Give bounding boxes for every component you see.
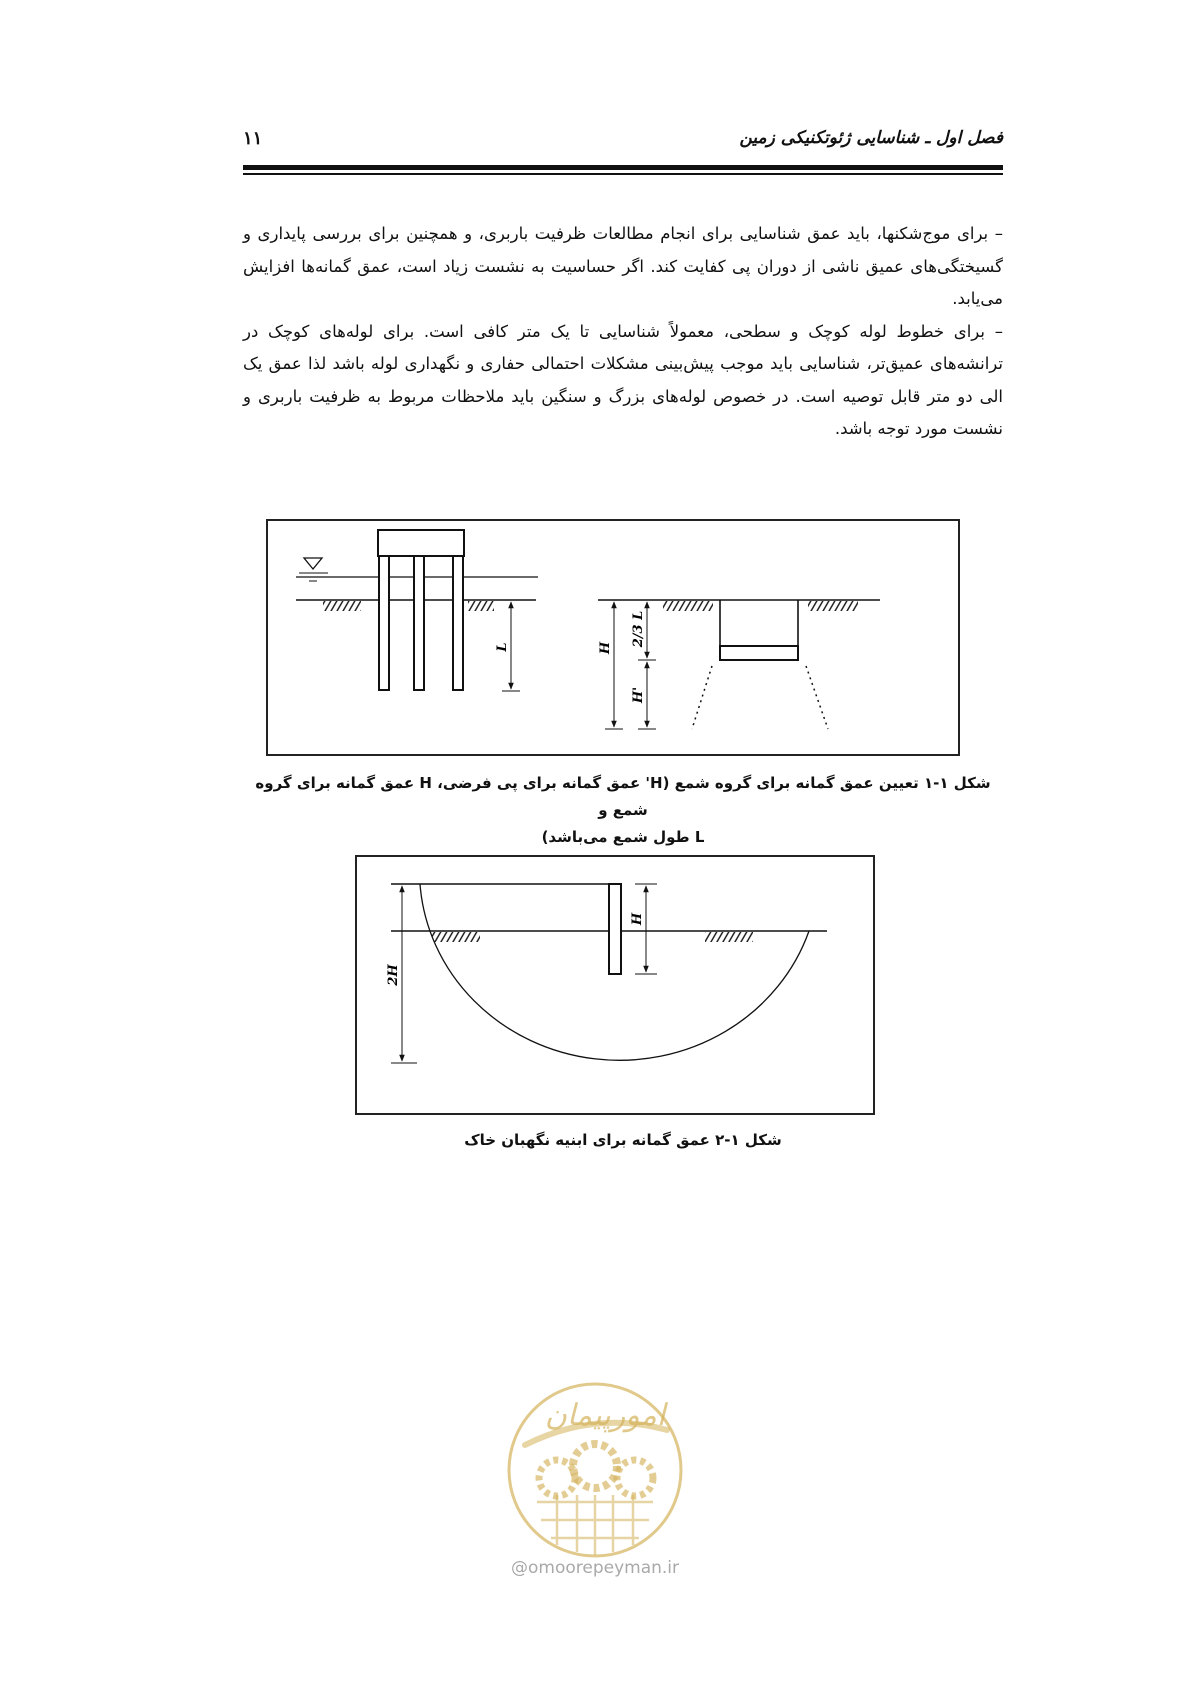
soil-hatch — [808, 601, 858, 611]
figure-pile-group — [266, 519, 960, 756]
pile — [414, 556, 424, 690]
figure-retaining-structure-drawing — [357, 857, 873, 1113]
paragraph-breakwaters: – برای موج‌شکنها، باید عمق شناسایی برای انجام مطالعات ظرفیت باربری، و همچنین برای بررسی پایداری و گسیختگی‌های عمیق ناشی از دوران پی کفایت کند. اگر حساسیت به نشست زیاد است، عمق گمانه‌ها افزایش می‌یابد. — [243, 224, 1003, 308]
pile — [453, 556, 463, 690]
soil-hatch — [663, 601, 713, 611]
label-H: H — [598, 641, 613, 655]
soil-hatch — [705, 932, 753, 942]
header-rule-thin — [243, 173, 1003, 175]
soil-hatch — [323, 601, 361, 611]
figure1-caption — [243, 770, 1003, 851]
page-number: ۱۱ — [243, 128, 263, 149]
pile-cap — [378, 530, 464, 556]
header-rule-thick — [243, 165, 1003, 170]
body-text — [243, 218, 1003, 446]
page-header — [243, 128, 1003, 160]
chapter-title: فصل اول ـ شناسایی ژئوتکنیکی زمین — [739, 128, 1003, 148]
label-L: L — [495, 642, 510, 652]
figure1-caption-line1: شکل ۱-۱ تعیین عمق گمانه برای گروه شمع (H' عمق گمانه برای پی فرضی، H عمق گمانه برای گروه شمع و — [255, 774, 991, 819]
label-H: H — [630, 912, 645, 926]
soil-hatch — [468, 601, 494, 611]
water-level-icon — [304, 558, 322, 569]
retaining-wall — [609, 884, 621, 974]
hypothetical-footing — [720, 646, 798, 660]
label-two-thirds-L: 2/3 L — [631, 610, 646, 648]
pile — [379, 556, 389, 690]
figure2-caption: شکل ۱-۲ عمق گمانه برای ابنیه نگهبان خاک — [464, 1131, 782, 1149]
gear-icon — [539, 1460, 575, 1496]
watermark-seal — [495, 1370, 695, 1570]
label-2H: 2H — [386, 964, 401, 986]
watermark-url: @omoorepeyman.ir — [510, 1558, 680, 1578]
gear-icon — [617, 1460, 653, 1496]
gear-icon — [573, 1444, 617, 1488]
seal-text: امورپیمان — [544, 1398, 666, 1433]
stress-spread-line — [806, 666, 828, 729]
omoorepeyman-logo — [495, 1370, 695, 1570]
stress-spread-line — [692, 666, 712, 729]
label-H-prime: H' — [631, 686, 646, 704]
figure1-caption-line2: L طول شمع می‌باشد) — [541, 828, 705, 846]
paragraph-pipelines: – برای خطوط لوله کوچک و سطحی، معمولاً شناسایی تا یک متر کافی است. برای لوله‌های کوچک در ترانشه‌های عمیق‌تر، شناسایی باید موجب پیش‌بینی مشکلات احتمالی حفاری و نگهداری لوله باشد لذا عمق یک الی دو متر قابل توصیه است. در خصوص لوله‌های بزرگ و سنگین باید ملاحظات مربوط به ظرفیت باربری و نشست مورد توجه باشد. — [243, 321, 1003, 438]
figure-retaining-structure — [355, 855, 875, 1115]
soil-hatch — [432, 932, 480, 942]
figure-pile-group-drawing — [268, 521, 958, 754]
